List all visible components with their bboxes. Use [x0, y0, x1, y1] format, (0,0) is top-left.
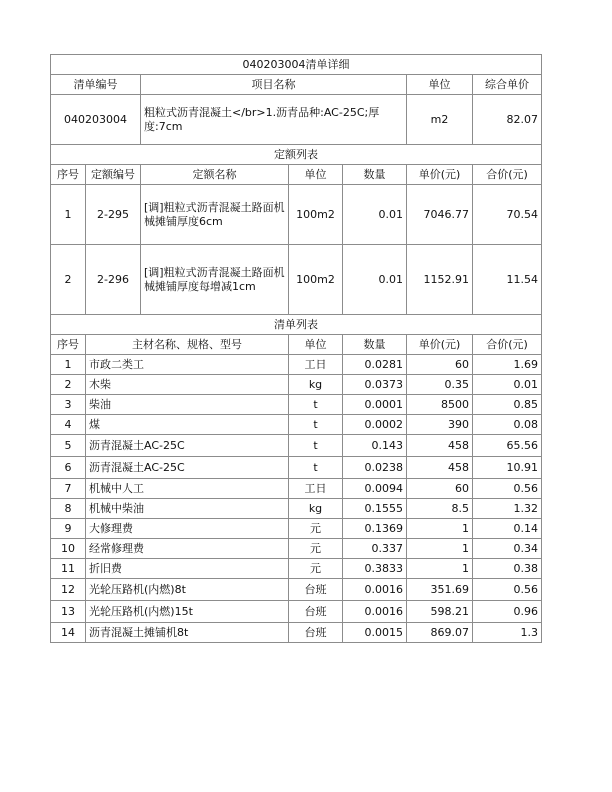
material-unit-price-header: 单价(元)	[407, 335, 473, 355]
material-qty: 0.1369	[343, 519, 407, 539]
material-row	[51, 395, 542, 415]
bill-title: 040203004清单详细	[51, 55, 542, 75]
quota-index: 2	[51, 245, 86, 315]
material-row	[51, 559, 542, 579]
material-unit-price: 598.21	[407, 601, 473, 623]
material-row	[51, 415, 542, 435]
material-unit: kg	[289, 499, 343, 519]
material-unit-price: 60	[407, 479, 473, 499]
material-name: 沥青混凝土AC-25C	[86, 435, 289, 457]
material-unit-price: 1	[407, 519, 473, 539]
material-name: 煤	[86, 415, 289, 435]
bill-unit-header: 单位	[407, 75, 473, 95]
material-qty: 0.0015	[343, 623, 407, 643]
material-index: 8	[51, 499, 86, 519]
material-index-header: 序号	[51, 335, 86, 355]
material-row	[51, 601, 542, 623]
material-index: 7	[51, 479, 86, 499]
material-qty: 0.0016	[343, 601, 407, 623]
material-row	[51, 435, 542, 457]
material-total: 1.32	[473, 499, 542, 519]
quota-total: 11.54	[473, 245, 542, 315]
material-unit-price: 458	[407, 457, 473, 479]
material-name: 经常修理费	[86, 539, 289, 559]
material-unit: t	[289, 395, 343, 415]
material-unit: kg	[289, 375, 343, 395]
quota-row	[51, 245, 542, 315]
bill-data-row	[51, 95, 542, 145]
bill-code: 040203004	[51, 95, 141, 145]
material-name: 大修理费	[86, 519, 289, 539]
quota-name: [调]粗粒式沥青混凝土路面机械摊铺厚度6cm	[141, 185, 289, 245]
material-row	[51, 539, 542, 559]
quota-qty: 0.01	[343, 245, 407, 315]
material-total: 0.01	[473, 375, 542, 395]
material-index: 6	[51, 457, 86, 479]
material-unit-price: 1	[407, 539, 473, 559]
material-name: 沥青混凝土摊铺机8t	[86, 623, 289, 643]
material-unit: t	[289, 415, 343, 435]
material-unit-price: 458	[407, 435, 473, 457]
material-name: 市政二类工	[86, 355, 289, 375]
material-name: 折旧费	[86, 559, 289, 579]
materials-header-row	[51, 335, 542, 355]
material-qty-header: 数量	[343, 335, 407, 355]
material-qty: 0.337	[343, 539, 407, 559]
material-name-header: 主材名称、规格、型号	[86, 335, 289, 355]
quota-code-header: 定额编号	[86, 165, 141, 185]
materials-section-row	[51, 315, 542, 335]
material-unit-price: 8.5	[407, 499, 473, 519]
bill-header-row	[51, 75, 542, 95]
bill-unit: m2	[407, 95, 473, 145]
material-qty: 0.0281	[343, 355, 407, 375]
quota-unit-header: 单位	[289, 165, 343, 185]
bill-title-row	[51, 55, 542, 75]
material-total: 0.56	[473, 579, 542, 601]
quota-code: 2-295	[86, 185, 141, 245]
quota-name-header: 定额名称	[141, 165, 289, 185]
material-total: 0.08	[473, 415, 542, 435]
quota-index: 1	[51, 185, 86, 245]
material-qty: 0.0016	[343, 579, 407, 601]
material-name: 沥青混凝土AC-25C	[86, 457, 289, 479]
quota-qty-header: 数量	[343, 165, 407, 185]
material-unit-price: 60	[407, 355, 473, 375]
material-total: 0.14	[473, 519, 542, 539]
material-index: 4	[51, 415, 86, 435]
material-qty: 0.3833	[343, 559, 407, 579]
quota-header-row	[51, 165, 542, 185]
material-index: 10	[51, 539, 86, 559]
quota-section-row	[51, 145, 542, 165]
material-total: 0.85	[473, 395, 542, 415]
bill-detail-table	[50, 54, 542, 643]
material-row	[51, 375, 542, 395]
material-unit: 元	[289, 539, 343, 559]
quota-name: [调]粗粒式沥青混凝土路面机械摊铺厚度每增减1cm	[141, 245, 289, 315]
material-unit: t	[289, 435, 343, 457]
material-unit: 元	[289, 559, 343, 579]
material-qty: 0.0002	[343, 415, 407, 435]
material-row	[51, 355, 542, 375]
material-row	[51, 499, 542, 519]
material-total: 0.56	[473, 479, 542, 499]
quota-total: 70.54	[473, 185, 542, 245]
material-row	[51, 623, 542, 643]
material-index: 12	[51, 579, 86, 601]
material-total: 0.38	[473, 559, 542, 579]
material-unit-header: 单位	[289, 335, 343, 355]
quota-row	[51, 185, 542, 245]
quota-code: 2-296	[86, 245, 141, 315]
material-total: 65.56	[473, 435, 542, 457]
material-qty: 0.0094	[343, 479, 407, 499]
quota-section-title: 定额列表	[51, 145, 542, 165]
material-index: 11	[51, 559, 86, 579]
material-unit: 台班	[289, 623, 343, 643]
bill-price: 82.07	[473, 95, 542, 145]
material-index: 9	[51, 519, 86, 539]
material-name: 光轮压路机(内燃)8t	[86, 579, 289, 601]
material-unit: 工日	[289, 479, 343, 499]
material-unit: 台班	[289, 601, 343, 623]
quota-unit: 100m2	[289, 245, 343, 315]
material-unit: 台班	[289, 579, 343, 601]
materials-section-title: 清单列表	[51, 315, 542, 335]
material-qty: 0.0238	[343, 457, 407, 479]
quota-unit-price-header: 单价(元)	[407, 165, 473, 185]
material-row	[51, 479, 542, 499]
quota-unit-price: 7046.77	[407, 185, 473, 245]
bill-price-header: 综合单价	[473, 75, 542, 95]
material-unit-price: 0.35	[407, 375, 473, 395]
material-index: 3	[51, 395, 86, 415]
material-name: 柴油	[86, 395, 289, 415]
material-row	[51, 457, 542, 479]
material-total: 0.96	[473, 601, 542, 623]
material-index: 13	[51, 601, 86, 623]
material-name: 光轮压路机(内燃)15t	[86, 601, 289, 623]
material-index: 1	[51, 355, 86, 375]
bill-code-header: 清单编号	[51, 75, 141, 95]
material-total: 1.69	[473, 355, 542, 375]
material-name: 机械中柴油	[86, 499, 289, 519]
material-total: 1.3	[473, 623, 542, 643]
material-total: 10.91	[473, 457, 542, 479]
quota-unit: 100m2	[289, 185, 343, 245]
material-qty: 0.143	[343, 435, 407, 457]
material-qty: 0.0373	[343, 375, 407, 395]
material-row	[51, 579, 542, 601]
quota-unit-price: 1152.91	[407, 245, 473, 315]
material-qty: 0.1555	[343, 499, 407, 519]
material-index: 5	[51, 435, 86, 457]
bill-name: 粗粒式沥青混凝土</br>1.沥青品种:AC-25C;厚度:7cm	[141, 95, 407, 145]
material-name: 机械中人工	[86, 479, 289, 499]
material-unit: t	[289, 457, 343, 479]
quota-qty: 0.01	[343, 185, 407, 245]
material-unit-price: 351.69	[407, 579, 473, 601]
quota-total-header: 合价(元)	[473, 165, 542, 185]
material-index: 2	[51, 375, 86, 395]
material-unit-price: 869.07	[407, 623, 473, 643]
material-unit-price: 390	[407, 415, 473, 435]
material-name: 木柴	[86, 375, 289, 395]
material-unit-price: 1	[407, 559, 473, 579]
material-unit: 元	[289, 519, 343, 539]
material-total-header: 合价(元)	[473, 335, 542, 355]
material-qty: 0.0001	[343, 395, 407, 415]
material-unit-price: 8500	[407, 395, 473, 415]
material-unit: 工日	[289, 355, 343, 375]
material-row	[51, 519, 542, 539]
bill-name-header: 项目名称	[141, 75, 407, 95]
quota-index-header: 序号	[51, 165, 86, 185]
material-index: 14	[51, 623, 86, 643]
material-total: 0.34	[473, 539, 542, 559]
